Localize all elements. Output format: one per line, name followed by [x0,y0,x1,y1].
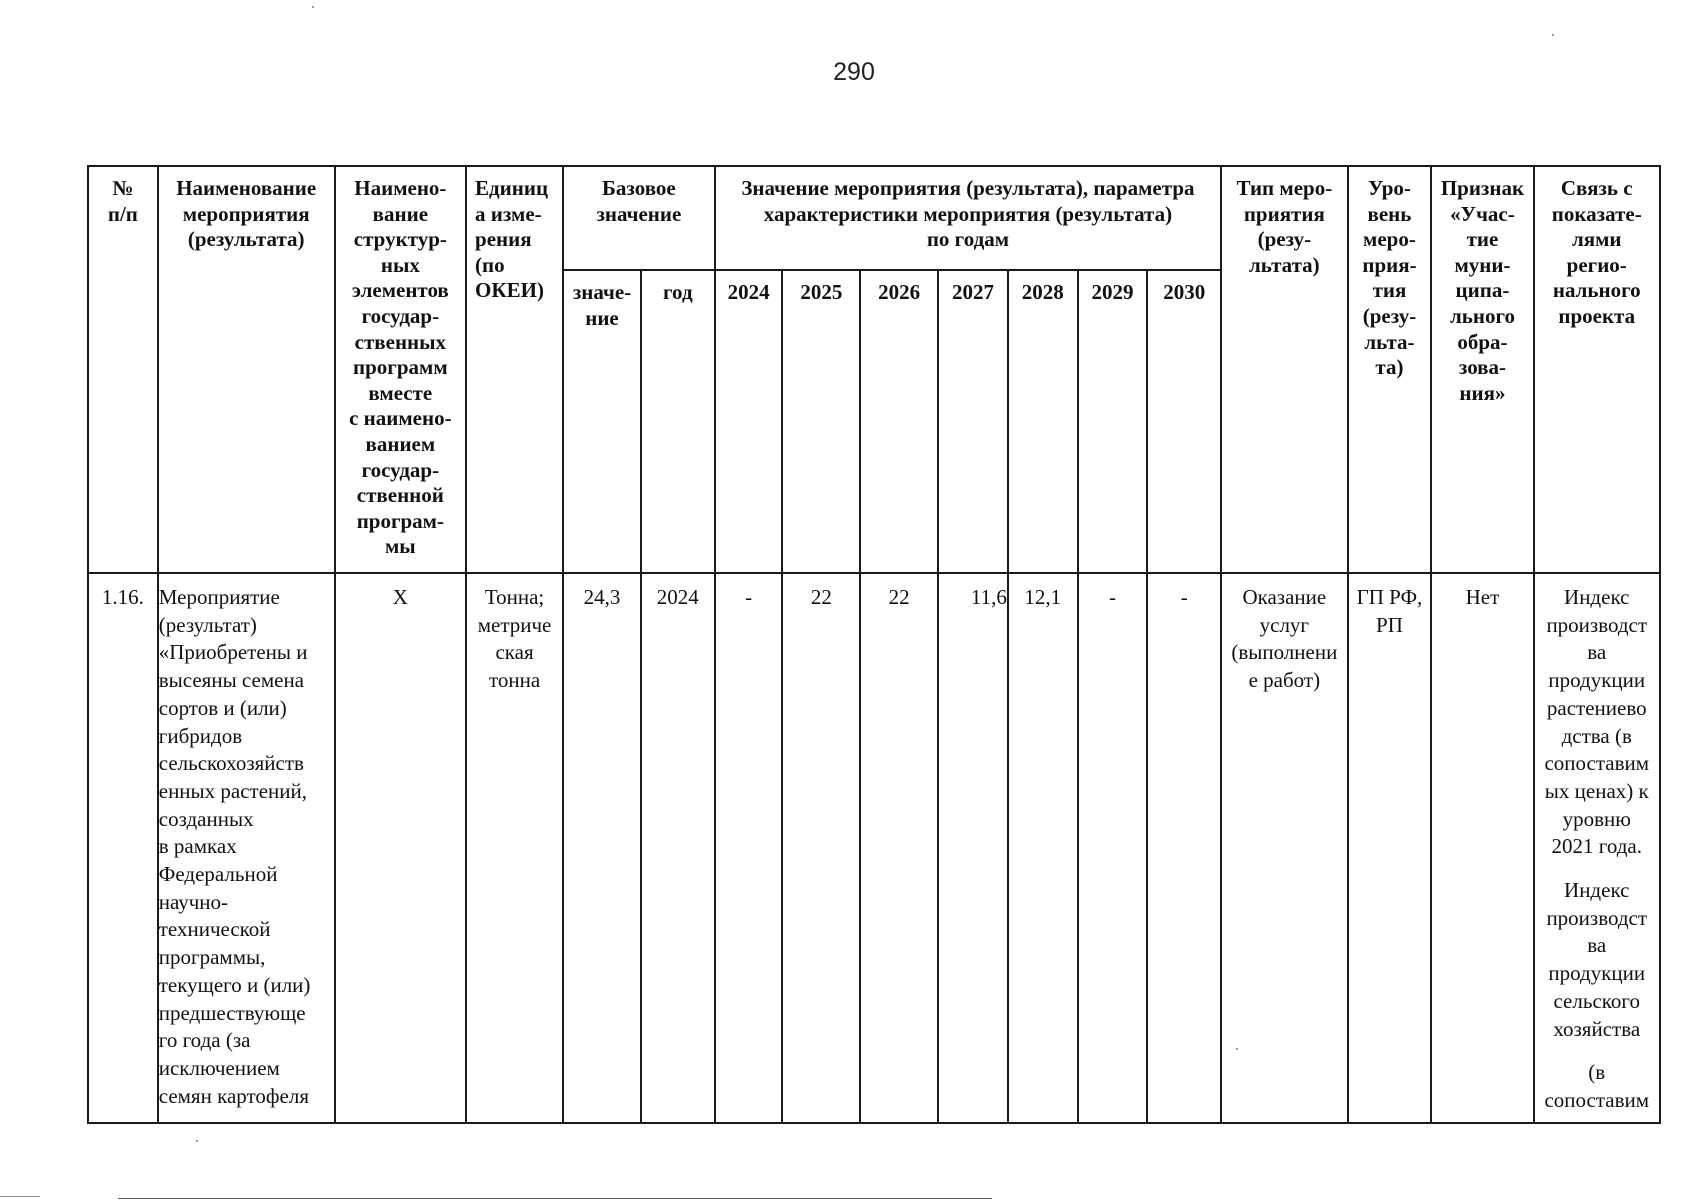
header-base: Базовое значение [563,166,715,270]
header-base-year: год [641,270,715,573]
header-row-top [88,166,1660,270]
header-base-value: значе- ние [563,270,641,573]
row-base-year: 2024 [641,573,715,1123]
row-value-2028: 12,1 [1008,573,1078,1123]
scan-speck [1236,1048,1238,1050]
header-structural: Наимено- вание структур- ных элементов государ- ственных программ вместе с наимено- ванием государ- ственной програм- мы [335,166,466,573]
header-municipal: Признак «Учас- тие муни- ципа- льного обра- зова- ния» [1431,166,1533,573]
header-name: Наименование мероприятия (результата) [158,166,335,573]
header-year-2027: 2027 [938,270,1008,573]
header-level: Уро- вень меро- прия- тия (резу- льта- та) [1348,166,1432,573]
scan-edge-line [0,1196,40,1197]
link-paragraph: (в сопоставим [1544,1060,1650,1112]
table-row [88,573,1660,1123]
header-year-2030: 2030 [1147,270,1221,573]
header-type: Тип меро- приятия (резу- льтата) [1221,166,1347,573]
header-year-2025: 2025 [782,270,860,573]
row-value-2026: 22 [860,573,938,1123]
link-paragraph: Индекс производст ва продукции растениево дства (в сопоставим ых ценах) к уровню 2021 года. [1544,585,1650,859]
row-municipal: Нет [1431,573,1533,1123]
header-num: № п/п [88,166,158,573]
header-year-2028: 2028 [1008,270,1078,573]
row-value-2027: 11,6 [938,573,1008,1123]
link-paragraph: Индекс производст ва продукции сельского хозяйства [1546,878,1648,1041]
header-values-by-year: Значение мероприятия (результата), параметра характеристики мероприятия (результата) по годам [715,166,1221,270]
page-number: 290 [833,58,875,86]
row-value-2029: - [1078,573,1148,1123]
header-year-2026: 2026 [860,270,938,573]
row-level: ГП РФ, РП [1348,573,1432,1123]
scan-speck [1552,34,1554,36]
footnote-rule [118,1198,992,1199]
header-unit: Единиц а изме- рения (по ОКЕИ) [466,166,563,573]
row-num: 1.16. [88,573,158,1123]
row-link [1534,573,1661,1123]
row-value-2025: 22 [782,573,860,1123]
row-value-2024: - [715,573,783,1123]
row-type: Оказание услуг (выполнени е работ) [1221,573,1347,1123]
measures-table [87,165,1661,1124]
header-year-2029: 2029 [1078,270,1148,573]
header-link: Связь с показате- лями регио- нального проекта [1534,166,1661,573]
header-year-2024: 2024 [715,270,783,573]
row-base-value: 24,3 [563,573,641,1123]
scan-speck [312,6,314,8]
row-structural: Х [335,573,466,1123]
row-value-2030: - [1147,573,1221,1123]
row-name: Мероприятие (результат) «Приобретены и высеяны семена сортов и (или) гибридов сельскохозяйств енных растений, созданных в рамках Федеральной научно- технической программы, текущего и (или) предшествующе го года (за исключением семян картофеля [158,573,335,1123]
row-unit: Тонна; метриче ская тонна [466,573,563,1123]
scan-speck [196,1140,198,1142]
